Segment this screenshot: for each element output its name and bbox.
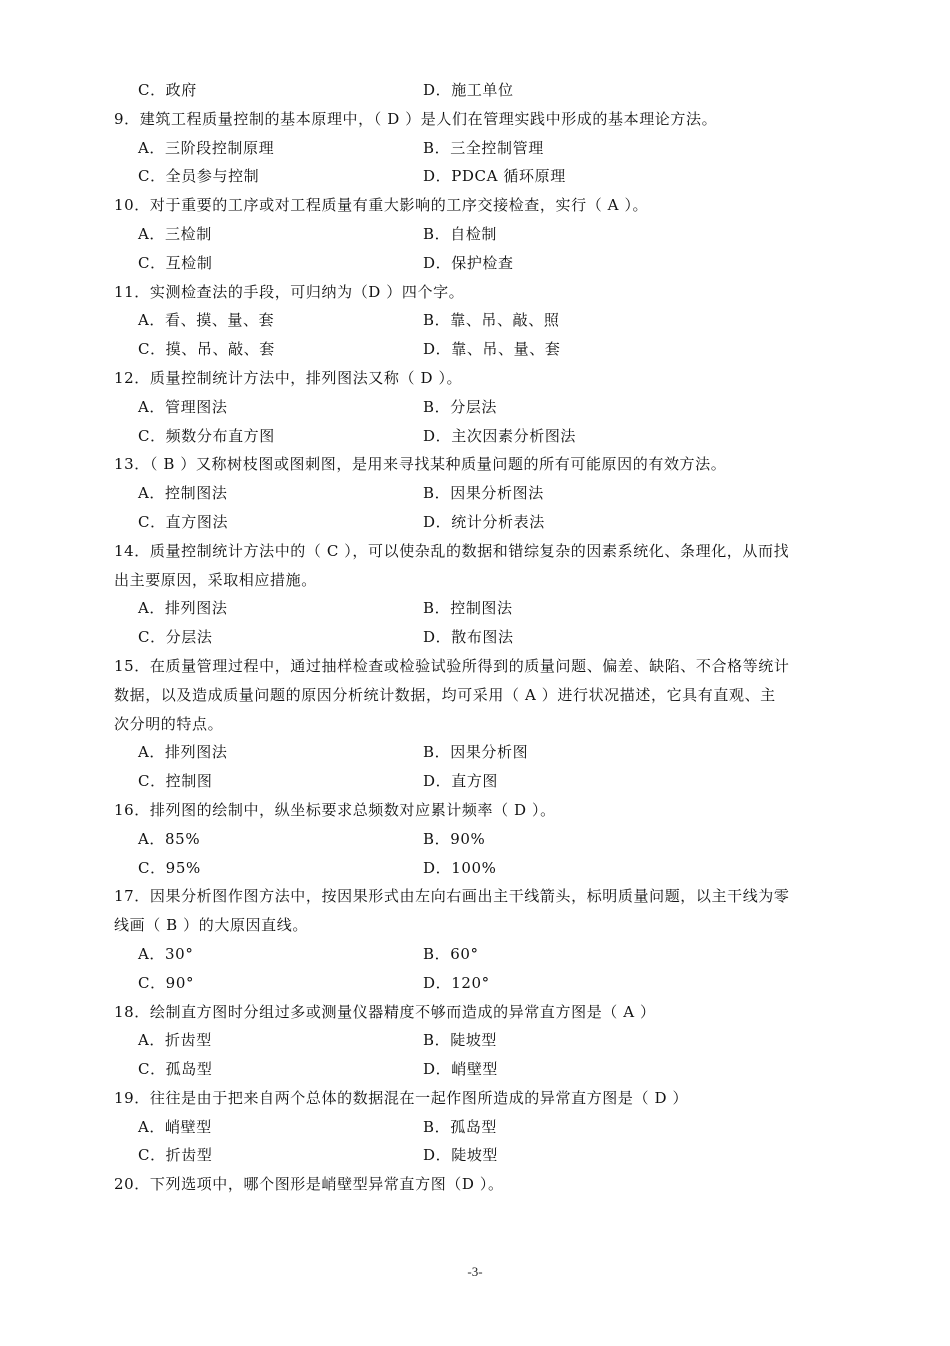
question-text-line: 14．质量控制统计方法中的（ C ），可以使杂乱的数据和错综复杂的因素系统化、条理化，从而找 <box>114 541 790 560</box>
answer-option: B．陡坡型 <box>423 1031 498 1050</box>
answer-option: C．折齿型 <box>138 1146 213 1165</box>
answer-option: C．分层法 <box>138 628 213 647</box>
answer-option: B．因果分析图法 <box>423 484 544 503</box>
question-text-line: 11．实测检查法的手段，可归纳为（D ）四个字。 <box>114 282 465 301</box>
question-q11 <box>114 278 844 364</box>
answer-option: C．95% <box>138 858 201 877</box>
option-row <box>114 854 844 883</box>
option-row <box>114 134 844 163</box>
answer-option: B．90% <box>423 829 486 848</box>
answer-option: A．看、摸、量、套 <box>138 311 275 330</box>
question-q9 <box>114 105 844 191</box>
answer-option: C．全员参与控制 <box>138 167 260 186</box>
answer-option: A．管理图法 <box>138 397 228 416</box>
answer-option: B．控制图法 <box>423 599 513 618</box>
answer-option: B．靠、吊、敲、照 <box>423 311 560 330</box>
answer-option: B．自检制 <box>423 224 498 243</box>
answer-option: C．频数分布直方图 <box>138 426 275 445</box>
question-text-line: 19．往往是由于把来自两个总体的数据混在一起作图所造成的异常直方图是（ D ） <box>114 1088 689 1107</box>
answer-option: C．90° <box>138 973 195 992</box>
question-text-line: 17．因果分析图作图方法中，按因果形式由左向右画出主干线箭头，标明质量问题，以主干线为零 <box>114 887 790 906</box>
answer-option: C．互检制 <box>138 253 213 272</box>
question-text-line: 13．（ B ）又称树枝图或图刺图，是用来寻找某种质量问题的所有可能原因的有效方法。 <box>114 455 727 474</box>
answer-option: D．散布图法 <box>423 628 514 647</box>
answer-option: B．分层法 <box>423 397 498 416</box>
answer-option: D．PDCA 循环原理 <box>423 167 566 186</box>
option-row <box>114 940 844 969</box>
answer-option: A．三检制 <box>138 224 212 243</box>
answer-option: D．峭壁型 <box>423 1060 499 1079</box>
option-row <box>114 393 844 422</box>
option-row <box>114 767 844 796</box>
question-text-line: 数据，以及造成质量问题的原因分析统计数据，均可采用（ A ）进行状况描述，它具有直观、主 <box>114 685 776 704</box>
answer-option: C．控制图 <box>138 772 213 791</box>
option-row <box>114 249 844 278</box>
question-q10 <box>114 191 844 277</box>
option-row <box>114 162 844 191</box>
answer-option: D．保护检查 <box>423 253 514 272</box>
answer-option: C．直方图法 <box>138 512 229 531</box>
option-row <box>114 220 844 249</box>
option-row <box>114 1141 844 1170</box>
answer-option: C．孤岛型 <box>138 1060 213 1079</box>
option-row <box>114 969 844 998</box>
option-row <box>114 335 844 364</box>
question-text-line: 18．绘制直方图时分组过多或测量仪器精度不够而造成的异常直方图是（ A ） <box>114 1002 656 1021</box>
answer-option: A．排列图法 <box>138 599 228 618</box>
question-text-line: 出主要原因，采取相应措施。 <box>114 570 317 589</box>
question-q16 <box>114 796 844 882</box>
option-row <box>114 422 844 451</box>
answer-option: D．120° <box>423 973 490 992</box>
question-text-line: 线画（ B ）的大原因直线。 <box>114 916 308 935</box>
answer-option: C．摸、吊、敲、套 <box>138 340 275 359</box>
option-c: C．政府 <box>138 81 197 99</box>
option-row <box>114 623 844 652</box>
question-list <box>114 105 844 1199</box>
answer-option: A．峭壁型 <box>138 1117 212 1136</box>
question-text-line: 12．质量控制统计方法中，排列图法又称（ D ）。 <box>114 368 463 387</box>
document-body <box>114 76 844 1199</box>
question-text-line: 15．在质量管理过程中，通过抽样检查或检验试验所得到的质量问题、偏差、缺陷、不合格等统计 <box>114 656 790 675</box>
question-q17 <box>114 882 844 997</box>
answer-option: A．85% <box>138 829 201 848</box>
question-text-line: 10．对于重要的工序或对工程质量有重大影响的工序交接检查，实行（ A ）。 <box>114 196 649 215</box>
answer-option: A．三阶段控制原理 <box>138 138 275 157</box>
answer-option: B．孤岛型 <box>423 1117 498 1136</box>
question-q13 <box>114 450 844 536</box>
option-row <box>114 1055 844 1084</box>
question-q19 <box>114 1084 844 1170</box>
answer-option: D．100% <box>423 858 497 877</box>
option-row <box>114 76 844 105</box>
question-text-line: 9．建筑工程质量控制的基本原理中，（ D ）是人们在管理实践中形成的基本理论方法。 <box>114 109 718 128</box>
answer-option: B．三全控制管理 <box>423 138 544 157</box>
question-q15 <box>114 652 844 796</box>
answer-option: D．统计分析表法 <box>423 512 545 531</box>
question-q20 <box>114 1170 844 1199</box>
answer-option: A．30° <box>138 944 194 963</box>
question-text-line: 20．下列选项中，哪个图形是峭壁型异常直方图（D ）。 <box>114 1175 504 1194</box>
question-text-line: 次分明的特点。 <box>114 714 224 733</box>
option-row <box>114 738 844 767</box>
answer-option: D．主次因素分析图法 <box>423 426 577 445</box>
question-q12 <box>114 364 844 450</box>
answer-option: B．60° <box>423 944 479 963</box>
answer-option: A．排列图法 <box>138 743 228 762</box>
option-row <box>114 1113 844 1142</box>
option-d: D．施工单位 <box>423 81 514 99</box>
option-row <box>114 825 844 854</box>
answer-option: A．折齿型 <box>138 1031 212 1050</box>
question-q14 <box>114 537 844 652</box>
page-number: -3- <box>467 1264 483 1279</box>
option-row <box>114 594 844 623</box>
option-row <box>114 306 844 335</box>
question-text-line: 16．排列图的绘制中，纵坐标要求总频数对应累计频率（ D ）。 <box>114 800 556 819</box>
option-row <box>114 508 844 537</box>
answer-option: D．靠、吊、量、套 <box>423 340 561 359</box>
answer-option: D．陡坡型 <box>423 1146 499 1165</box>
option-row <box>114 1026 844 1055</box>
answer-option: A．控制图法 <box>138 484 228 503</box>
answer-option: D．直方图 <box>423 772 499 791</box>
answer-option: B．因果分析图 <box>423 743 529 762</box>
question-q18 <box>114 998 844 1084</box>
option-row <box>114 479 844 508</box>
